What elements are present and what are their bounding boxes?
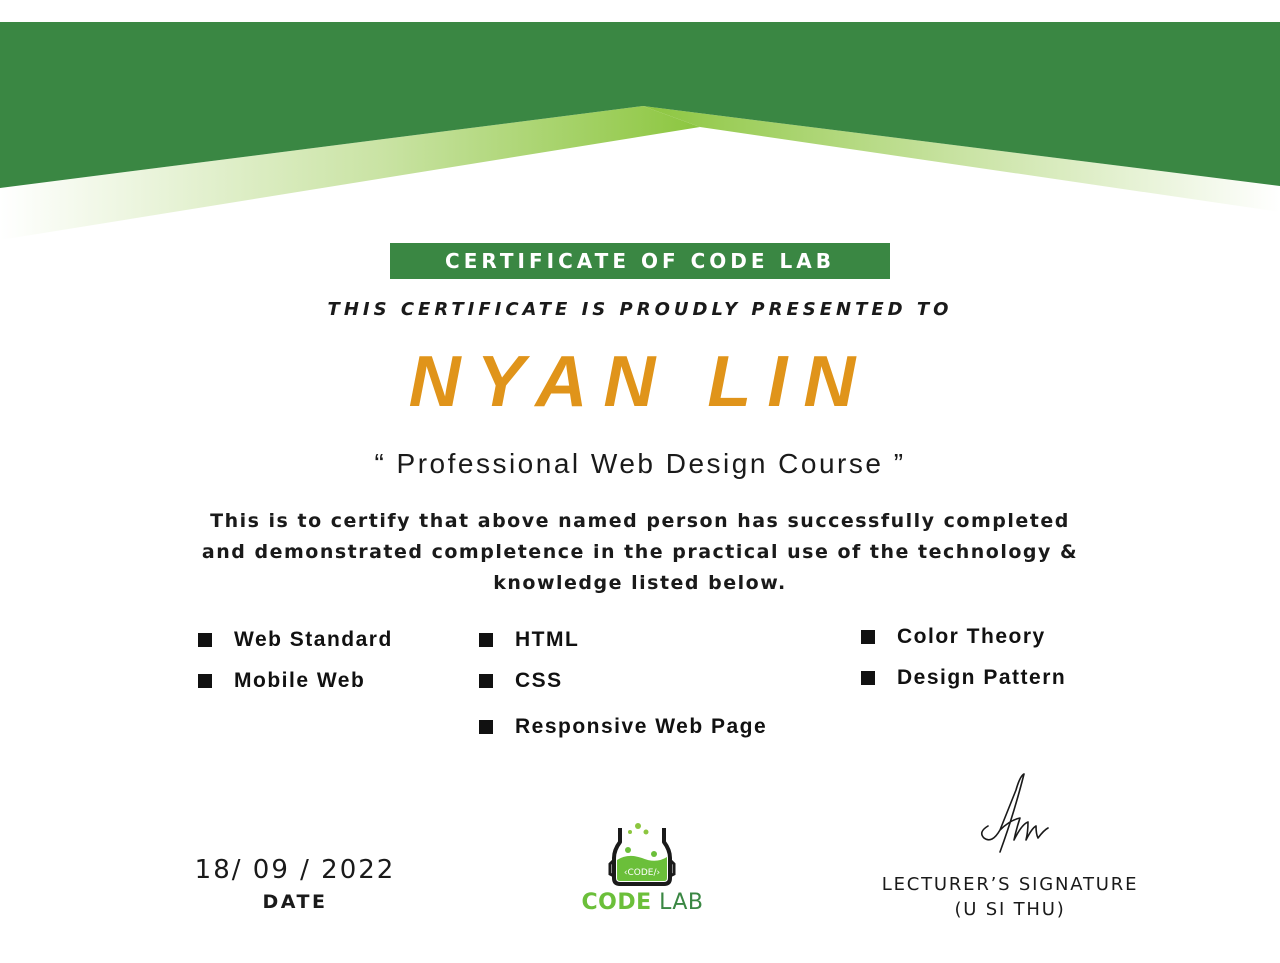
skill-label: Color Theory (897, 625, 1046, 648)
skill-item (479, 669, 563, 693)
square-bullet-icon (479, 674, 493, 688)
presented-to-line: THIS CERTIFICATE IS PROUDLY PRESENTED TO (327, 299, 953, 320)
lecturer-signature-label: LECTURER’S SIGNATURE (881, 874, 1139, 895)
date-value: 18/ 09 / 2022 (194, 855, 396, 885)
skill-item (479, 715, 767, 739)
skill-item (479, 628, 579, 652)
square-bullet-icon (861, 630, 875, 644)
date-label: DATE (262, 891, 328, 913)
logo-badge-text: ‹CODE/› (623, 868, 661, 878)
statement-line: knowledge listed below. (493, 572, 787, 594)
code-lab-logo (570, 820, 715, 920)
square-bullet-icon (479, 720, 493, 734)
lecturer-signature-block (870, 872, 1150, 922)
logo-code-text: CODE (581, 890, 652, 915)
skill-label: Design Pattern (897, 666, 1067, 689)
flask-logo-icon (570, 820, 715, 890)
skill-label: CSS (515, 669, 563, 692)
skill-item (198, 669, 365, 693)
certificate-badge: CERTIFICATE OF CODE LAB (390, 243, 890, 279)
signature-image (970, 770, 1060, 860)
skill-item (861, 666, 1066, 690)
logo-wordmark (570, 890, 715, 915)
course-title: “ Professional Web Design Course ” (374, 448, 906, 479)
square-bullet-icon (198, 633, 212, 647)
logo-lab-text: LAB (651, 890, 704, 915)
skill-label: Responsive Web Page (515, 715, 768, 738)
recipient-name: NYAN LIN (408, 342, 872, 422)
certification-statement (140, 506, 1140, 599)
skill-item (861, 625, 1046, 649)
statement-line: This is to certify that above named person has successfully completed (210, 510, 1070, 532)
square-bullet-icon (198, 674, 212, 688)
square-bullet-icon (861, 671, 875, 685)
top-banner (0, 0, 1280, 260)
lecturer-name: (U SI THU) (954, 899, 1066, 920)
skill-label: HTML (515, 628, 580, 651)
statement-line: and demonstrated completence in the practical use of the technology & (201, 541, 1079, 563)
skill-label: Mobile Web (234, 669, 366, 692)
square-bullet-icon (479, 633, 493, 647)
skill-item (198, 628, 393, 652)
issue-date (180, 855, 410, 913)
skill-label: Web Standard (234, 628, 393, 651)
